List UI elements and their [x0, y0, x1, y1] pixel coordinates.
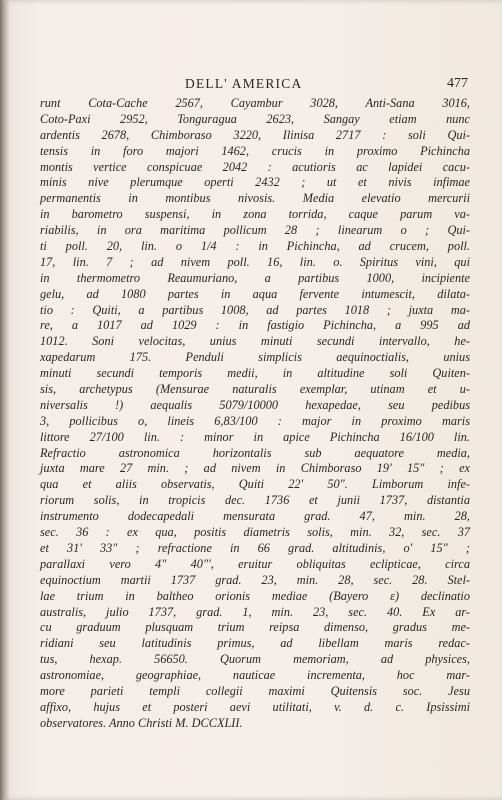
text-line: minuti secundi temporis medii, in altitudine soli Quiten-	[40, 366, 470, 381]
text-line: 17, lin. 7 ; ad nivem poll. 16, lin. o. Spiritus vini, qui	[40, 254, 470, 269]
page-number: 477	[447, 76, 468, 91]
text-line: cu graduum plusquam trium reipsa dimenso, gradus me-	[40, 620, 470, 635]
text-line: montis vertice conspicuae 2042 : acutioris ac lapidei cacu-	[40, 159, 470, 174]
text-line: ardentis 2678, Chimboraso 3220, Ilinisa 2717 : soli Qui-	[40, 127, 470, 142]
text-line: re, a 1017 ad 1029 : in fastigio Pichincha, a 995 ad	[40, 318, 470, 333]
text-line: sis, archetypus (Mensurae naturalis exemplar, utinam et u-	[40, 382, 470, 397]
text-line: tio : Quiti, a partibus 1008, ad partes 1018 ; juxta ma-	[40, 302, 470, 317]
text-line: more parieti templi collegii maximi Quitensis soc. Jesu	[40, 683, 470, 698]
text-line: minis nive plerumque operti 2432 ; ut et nivis infimae	[40, 175, 470, 190]
text-line: Refractio astronomica horizontalis sub aequatore media,	[40, 445, 470, 460]
text-line: instrumento dodecapedali mensurata grad. 47, min. 28,	[40, 509, 470, 524]
text-line: juxta mare 27 min. ; ad nivem in Chimboraso 19' 15" ; ex	[40, 461, 470, 476]
text-line: qua et aliis observatis, Quiti 22' 50". Limborum infe-	[40, 477, 470, 492]
text-line: runt Cota-Cache 2567, Cayambur 3028, Anti-Sana 3016,	[40, 96, 470, 110]
text-line: 3, pollicibus o, lineis 6,83/100 : major in proximo maris	[40, 413, 470, 428]
text-line: ti poll. 20, lin. o 1/4 : in Pichincha, ad crucem, poll.	[40, 239, 470, 254]
text-line: riabilis, in ora maritima pollicum 28 ; linearum o ; Qui-	[40, 223, 470, 238]
text-line: astronomiae, geographiae, nauticae incrementa, hoc mar-	[40, 668, 470, 683]
text-line: riorum solis, in tropicis dec. 1736 et junii 1737, distantia	[40, 493, 470, 508]
text-line: in barometro suspensi, in zona torrida, caque parum va-	[40, 207, 470, 222]
text-line: permanentis in montibus nivosis. Media elevatio mercurii	[40, 191, 470, 206]
text-line: affixo, hujus et posteri aevi utilitati, v. d. c. Ipsissimi	[40, 699, 470, 714]
text-line: xapedarum 175. Penduli simplicis aequinoctialis, unius	[40, 350, 470, 365]
running-title: DELL' AMERICA	[185, 76, 303, 91]
binding-gutter	[0, 0, 10, 800]
text-line: parallaxi vero 4" 40"', eruitur obliquitas eclipticae, circa	[40, 556, 470, 571]
text-line: in thermometro Reaumuriano, a partibus 1000, incipiente	[40, 270, 470, 285]
text-line: et 31' 33" ; refractione in 66 grad. altitudinis, o' 15" ;	[40, 540, 470, 555]
page-header	[0, 76, 502, 96]
text-line: tus, hexap. 56650. Quorum memoriam, ad physices,	[40, 652, 470, 667]
text-line: observatores. Anno Christi M. DCCXLII.	[40, 715, 243, 730]
text-line: niversalis !) aequalis 5079/10000 hexapedae, seu pedibus	[40, 397, 470, 412]
text-line: Coto-Paxi 2952, Tonguragua 2623, Sangay etiam nunc	[40, 111, 470, 126]
text-line: sec. 36 : ex qua, positis diametris solis, min. 32, sec. 37	[40, 525, 470, 540]
text-line: gelu, ad 1080 partes in aqua fervente intumescit, dilata-	[40, 286, 470, 301]
text-line: 1012. Soni velocitas, unius minuti secundi intervallo, he-	[40, 334, 470, 349]
text-line: australis, julio 1737, grad. 1, min. 23, sec. 40. Ex ar-	[40, 604, 470, 619]
text-line: equinoctium martii 1737 grad. 23, min. 28, sec. 28. Stel-	[40, 572, 470, 587]
body-text	[40, 96, 470, 732]
text-line: littore 27/100 lin. : minor in apice Pichincha 16/100 lin.	[40, 429, 470, 444]
text-line: lae trium in baltheo orionis mediae (Bayero ε) declinatio	[40, 588, 470, 603]
text-line: tensis in foro majori 1462, crucis in proximo Pichincha	[40, 143, 470, 158]
text-line: ridiani seu latitudinis primus, ad libellam maris redac-	[40, 636, 470, 651]
